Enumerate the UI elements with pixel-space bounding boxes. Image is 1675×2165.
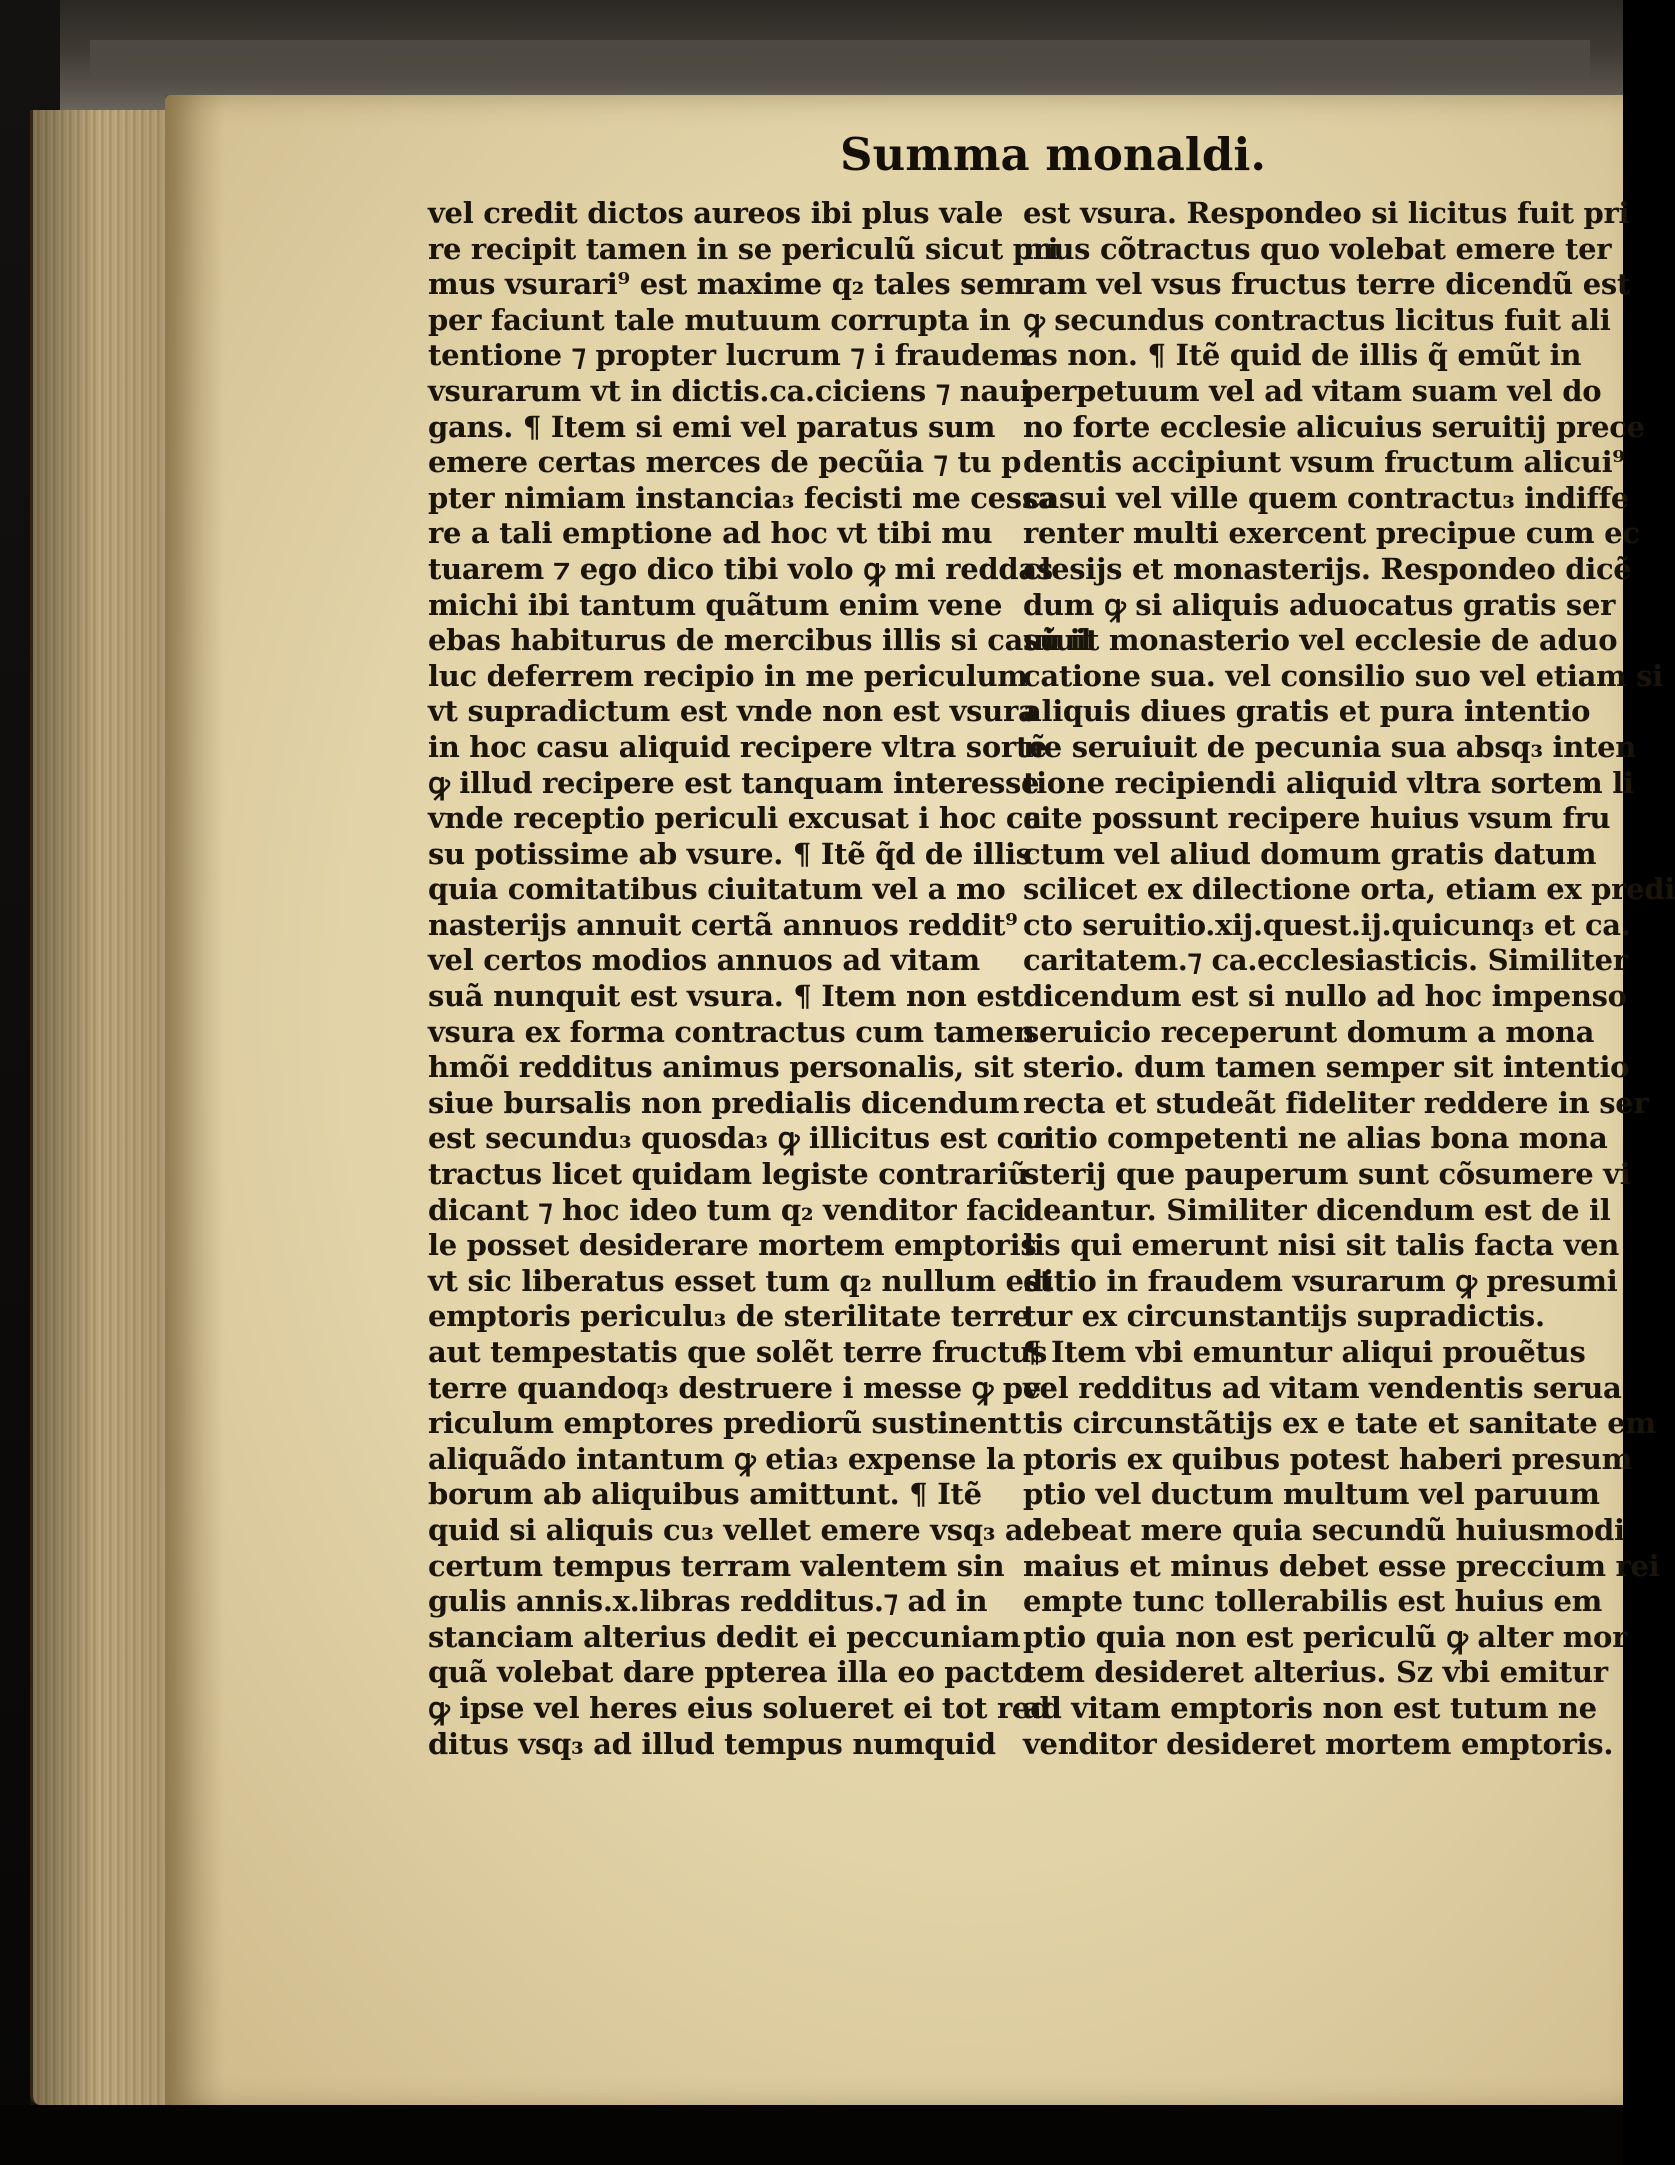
text-line: gans. ¶ Item si emi vel paratus sum — [428, 409, 996, 444]
text-line: tione recipiendi aliquid vltra sortem li — [1023, 765, 1634, 800]
text-line: ram vel vsus fructus terre dicendũ est — [1023, 267, 1631, 302]
text-line: hmõi redditus animus personalis, sit — [428, 1050, 1014, 1085]
text-line: uiuit monasterio vel ecclesie de aduo — [1023, 623, 1618, 658]
text-line: tis circunstãtijs ex e tate et sanitate em — [1023, 1406, 1656, 1441]
text-line: suã nunquit est vsura. ¶ Item non est — [428, 979, 1024, 1014]
text-line: in hoc casu aliquid recipere vltra sortẽ — [428, 729, 1048, 764]
text-line: ꝙ ipse vel heres eius solueret ei tot red — [428, 1690, 1051, 1725]
text-line: est vsura. Respondeo si licitus fuit pri — [1023, 196, 1630, 230]
text-line: re a tali emptione ad hoc vt tibi mu — [428, 516, 993, 551]
text-line: quã volebat dare ppterea illa eo pacto — [428, 1655, 1033, 1690]
text-line: vel redditus ad vitam vendentis serua — [1023, 1370, 1622, 1405]
text-line: seruicio receperunt domum a mona — [1023, 1014, 1595, 1049]
page-gutter-shadow — [165, 95, 225, 2110]
text-column-right — [1023, 196, 1675, 1762]
text-line: caritatem.⁊ ca.ecclesiasticis. Similiter — [1023, 943, 1628, 978]
text-line: ¶ Item vbi emuntur aliqui prouẽtus — [1023, 1335, 1586, 1369]
text-line: ptoris ex quibus potest haberi presum — [1023, 1441, 1633, 1476]
text-line: emptoris periculu₃ de sterilitate terre — [428, 1299, 1031, 1334]
text-line: perpetuum vel ad vitam suam vel do — [1023, 373, 1602, 408]
text-line: ditus vsq₃ ad illud tempus numquid — [428, 1726, 996, 1761]
text-line: vsurarum vt in dictis.ca.ciciens ⁊ naui — [428, 373, 1031, 408]
text-line: recta et studeãt fideliter reddere in ser — [1023, 1085, 1649, 1120]
text-line: aut tempestatis que solẽt terre fructus — [428, 1335, 1048, 1369]
text-line: re recipit tamen in se periculũ sicut pri — [428, 231, 1059, 266]
text-line: lis qui emerunt nisi sit talis facta ven — [1023, 1228, 1620, 1263]
text-line: venditor desideret mortem emptoris. — [1023, 1726, 1614, 1761]
text-line: vt supradictum est vnde non est vsura — [428, 694, 1037, 729]
text-line: mus vsurari⁹ est maxime q₂ tales sem — [428, 267, 1025, 302]
text-line: ꝙ illud recipere est tanquam interesse — [428, 765, 1040, 800]
text-line: ptio quia non est periculũ ꝙ alter mor — [1023, 1619, 1628, 1654]
text-line: ctum vel aliud domum gratis datum — [1023, 836, 1597, 871]
text-line: as non. ¶ Itẽ quid de illis q̃ emũt in — [1023, 338, 1582, 373]
text-line: vt sic liberatus esset tum q₂ nullum est — [428, 1263, 1053, 1298]
text-line: debeat mere quia secundũ huiusmodi — [1023, 1512, 1625, 1547]
text-line: le posset desiderare mortem emptoris — [428, 1228, 1037, 1263]
text-line: terre quandoq₃ destruere i messe ꝙ pe — [428, 1370, 1041, 1405]
book-top-edge-sheen — [90, 40, 1590, 78]
text-line: pter nimiam instancia₃ fecisti me cessa — [428, 480, 1057, 515]
text-line: dicendum est si nullo ad hoc impenso — [1023, 979, 1627, 1014]
text-line: tuarem ⁊ ego dico tibi volo ꝙ mi reddas — [428, 551, 1053, 586]
text-line: deantur. Similiter dicendum est de il — [1023, 1192, 1611, 1227]
text-line: no forte ecclesie alicuius seruitij prece — [1023, 409, 1645, 444]
text-line: siue bursalis non predialis dicendum — [428, 1085, 1020, 1120]
text-line: ebas habiturus de mercibus illis si casũ il — [428, 623, 1092, 658]
text-line: nasterijs annuit certã annuos reddit⁹ — [428, 907, 1018, 942]
text-line: michi ibi tantum quãtum enim vene — [428, 587, 1003, 622]
text-column-left — [428, 196, 1092, 1762]
text-line: renter multi exercent precipue cum ec — [1023, 516, 1640, 551]
text-line: est secundu₃ quosda₃ ꝙ illicitus est con — [428, 1121, 1054, 1156]
text-line: per faciunt tale mutuum corrupta in — [428, 302, 1011, 337]
text-line: aliquãdo intantum ꝙ etia₃ expense la — [428, 1441, 1016, 1476]
text-line: empte tunc tollerabilis est huius em — [1023, 1584, 1603, 1619]
text-line: uitio competenti ne alias bona mona — [1023, 1121, 1608, 1156]
text-line: vel credit dictos aureos ibi plus vale — [428, 196, 1003, 230]
text-line: cite possunt recipere huius vsum fru — [1023, 801, 1611, 836]
book-bottom-edge — [0, 2105, 1623, 2165]
text-line: su potissime ab vsure. ¶ Itẽ q̃d de illis — [428, 836, 1032, 871]
text-line: scilicet ex dilectione orta, etiam ex predi — [1023, 872, 1675, 907]
text-line: vsura ex forma contractus cum tamen — [428, 1014, 1035, 1049]
text-line: cto seruitio.xij.quest.ij.quicunq₃ et ca. — [1023, 907, 1631, 942]
text-line: tur ex circunstantijs supradictis. — [1023, 1299, 1545, 1334]
text-line: tentione ⁊ propter lucrum ⁊ i fraudem — [428, 338, 1030, 373]
text-line: ptio vel ductum multum vel paruum — [1023, 1477, 1600, 1512]
text-line: aliquis diues gratis et pura intentio — [1023, 694, 1591, 729]
text-line: emere certas merces de pecũia ⁊ tu p — [428, 445, 1022, 480]
running-head: Summa monaldi. — [840, 128, 1267, 181]
text-line: certum tempus terram valentem sin — [428, 1548, 1005, 1583]
text-line: quid si aliquis cu₃ vellet emere vsq₃ ad — [428, 1512, 1044, 1547]
text-line: sterio. dum tamen semper sit intentio — [1023, 1050, 1630, 1085]
text-line: mus cõtractus quo volebat emere ter — [1023, 231, 1612, 266]
text-line: tem desideret alterius. Sz vbi emitur — [1023, 1655, 1608, 1690]
text-line: clesijs et monasterijs. Respondeo dicẽ — [1023, 551, 1632, 586]
text-line: sterij que pauperum sunt cõsumere vi — [1023, 1157, 1631, 1192]
text-line: casui vel ville quem contractu₃ indiffe — [1023, 480, 1630, 515]
text-line: riculum emptores prediorũ sustinent — [428, 1406, 1021, 1441]
text-line: dentis accipiunt vsum fructum alicui⁹ — [1023, 445, 1625, 480]
text-line: luc deferrem recipio in me periculum — [428, 658, 1028, 693]
text-line: gulis annis.x.libras redditus.⁊ ad in — [428, 1584, 988, 1619]
text-line: ad vitam emptoris non est tutum ne — [1023, 1690, 1597, 1725]
text-line: vnde receptio periculi excusat i hoc ca — [428, 801, 1042, 836]
text-line: ne seruiuit de pecunia sua absq₃ inten — [1023, 729, 1637, 764]
text-line: stanciam alterius dedit ei peccuniam — [428, 1619, 1021, 1654]
text-line: vel certos modios annuos ad vitam — [428, 943, 980, 978]
text-line: maius et minus debet esse preccium rei — [1023, 1548, 1660, 1583]
text-line: ꝙ secundus contractus licitus fuit ali — [1023, 302, 1611, 337]
text-line: quia comitatibus ciuitatum vel a mo — [428, 872, 1006, 907]
text-line: dum ꝙ si aliquis aduocatus gratis ser — [1023, 587, 1616, 622]
text-line: catione sua. vel consilio suo vel etiam si — [1023, 658, 1663, 693]
text-line: tractus licet quidam legiste contrariũ — [428, 1157, 1029, 1192]
text-line: ditio in fraudem vsurarum ꝙ presumi — [1023, 1263, 1618, 1298]
text-line: borum ab aliquibus amittunt. ¶ Itẽ — [428, 1477, 982, 1512]
text-line: dicant ⁊ hoc ideo tum q₂ venditor faci — [428, 1192, 1025, 1227]
